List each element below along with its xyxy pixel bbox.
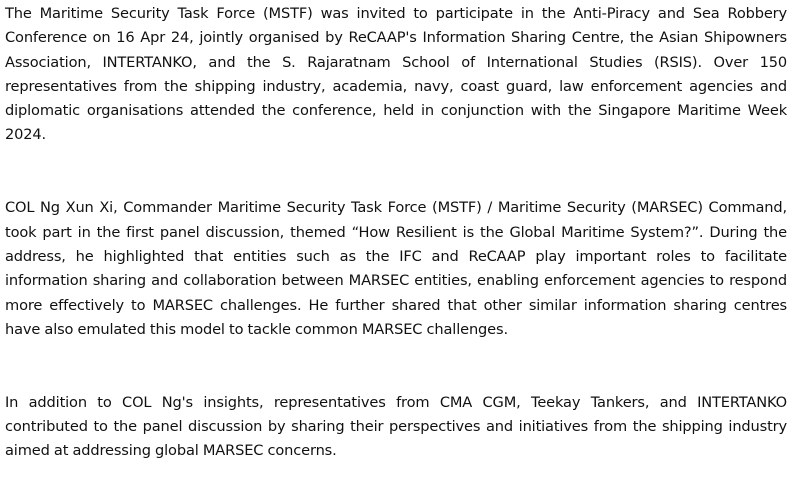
paragraph-conference-intro: The Maritime Security Task Force (MSTF) was invited to participate in the Anti-Piracy and Sea Robbery Conference on 16 Apr 24, jointly organised by ReCAAP's Information Sharing Centre, the Asian Shipowners Association, INTERTANKO, and the S. Rajaratnam School of International Studies (RSIS). Over 150 representatives from the shipping industry, academia, navy, coast guard, law enforcement agencies and diplomatic organisations attended the conference, held in conjunction with the Singapore Maritime Week 2024. — [5, 5, 787, 144]
paragraph-panel-discussion: COL Ng Xun Xi, Commander Maritime Security Task Force (MSTF) / Maritime Security (MARSEC) Command, took part in the first panel discussion, themed “How Resilient is the Global Maritime System?”. During the address, he highlighted that entities such as the IFC and ReCAAP play important roles to facilitate information sharing and collaboration between MARSEC entities, enabling enforcement agencies to respond more effectively to MARSEC challenges. He further shared that other similar information sharing centres have also emulated this model to tackle common MARSEC challenges. — [5, 199, 787, 338]
paragraph-industry-representatives: In addition to COL Ng's insights, representatives from CMA CGM, Teekay Tankers, and INTERTANKO contributed to the panel discussion by sharing their perspectives and initiatives from the shipping industry aimed at addressing global MARSEC concerns. — [5, 393, 787, 460]
paragraph-spacer — [5, 342, 787, 391]
paragraph-spacer — [5, 148, 787, 197]
